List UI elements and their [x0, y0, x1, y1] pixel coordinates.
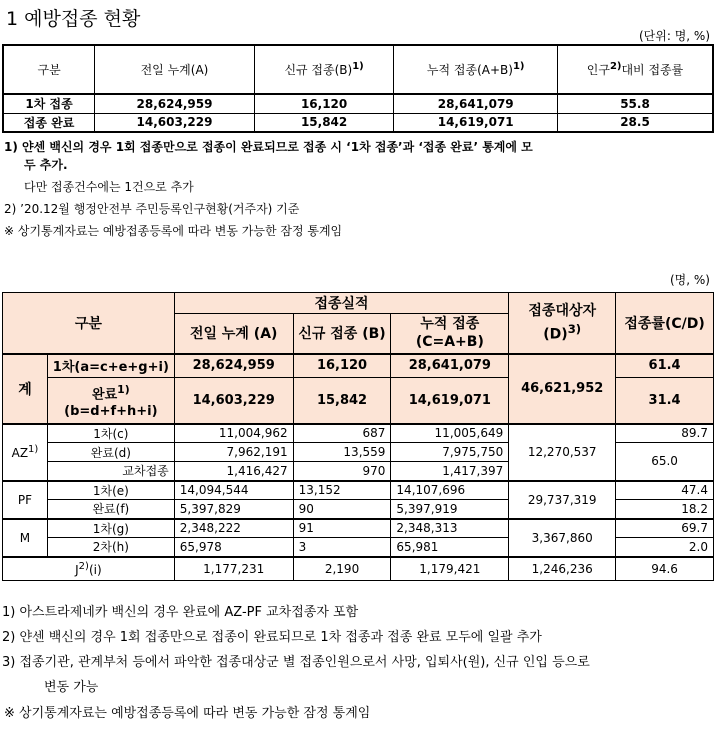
table-row: 계 1차(a=c+e+g+i) 28,624,959 16,120 28,641,079 46,621,952 61.4 [3, 354, 714, 378]
note-2: 2) ’20.12월 행정안전부 주민등록인구현황(거주자) 기준 [4, 202, 300, 216]
header-gubun: 구분 [3, 45, 95, 94]
table-row: M 1차(g) 2,348,222 91 2,348,313 3,367,860 69.7 [3, 519, 714, 538]
note-1-cont: 두 추가. [24, 158, 68, 172]
section-title: 1 예방접종 현황 [6, 8, 141, 30]
summary-table [2, 44, 714, 133]
table-row: PF 1차(e) 14,094,544 13,152 14,107,696 29,737,319 47.4 [3, 481, 714, 500]
unit-label-2: (명, %) [670, 273, 710, 287]
note-1: 1) 얀센 백신의 경우 1회 접종만으로 접종이 완료되므로 접종 시 ‘1차 접종’과 ‘접종 완료’ 통계에 모 [4, 140, 533, 154]
detail-table [2, 292, 714, 581]
header-rate: 접종률(C/D) [616, 293, 714, 354]
table-row: 교차접종 1,416,427 970 1,417,397 [3, 462, 714, 481]
header-gubun: 구분 [3, 293, 175, 354]
table-row: 접종 완료 14,603,229 15,842 14,619,071 28.5 [3, 113, 713, 132]
header-performance: 접종실적 [174, 293, 508, 314]
table-row: 2차(h) 65,978 3 65,981 2.0 [3, 538, 714, 557]
footnote-1: 1) 아스트라제네카 백신의 경우 완료에 AZ-PF 교차접종자 포함 [2, 605, 359, 620]
header-new: 신규 접종 (B) [293, 314, 391, 354]
table-row: AZ$^{1)}$ 1차(c) 11,004,962 687 11,005,649 12,270,537 89.7 [3, 424, 714, 443]
header-rate: 인구$^{2)}$대비 접종률 [586, 61, 684, 77]
footnote-4: ※ 상기통계자료는 예방접종등록에 따라 변동 가능한 잠정 통계임 [4, 706, 371, 721]
unit-label-1: (단위: 명, %) [638, 29, 710, 43]
table-row: 완료(d) 7,962,191 13,559 7,975,750 65.0 [3, 443, 714, 462]
header-cum: 누적 접종$(A+B)^{1)}$ [394, 45, 558, 94]
footnote-3-cont: 변동 가능 [44, 680, 99, 695]
table-row: 완료(f) 5,397,829 90 5,397,919 18.2 [3, 500, 714, 519]
footnote-3: 3) 접종기관, 관계부처 등에서 파악한 접종대상군 별 접종인원으로서 사망, 입퇴사(원), 신규 인입 등으로 [2, 655, 590, 670]
header-prev: 전일 누계(A) [95, 45, 255, 94]
header-new: 신규 접종$(B)^{1)}$ [254, 45, 394, 94]
table-row: 1차 접종 28,624,959 16,120 28,641,079 55.8 [3, 94, 713, 113]
note-3: ※ 상기통계자료는 예방접종등록에 따라 변동 가능한 잠정 통계임 [4, 224, 343, 238]
note-1-sub: 다만 접종건수에는 1건으로 추가 [24, 180, 194, 194]
table-row: 완료$^{1)}$ (b=d+f+h+i) 14,603,229 15,842 14,619,071 31.4 [3, 378, 714, 424]
table-row: $J^{2)}(i)$ 1,177,231 2,190 1,179,421 1,246,236 94.6 [3, 557, 714, 581]
header-prev: 전일 누계 (A) [174, 314, 293, 354]
header-cum: 누적 접종 (C=A+B) [391, 314, 509, 354]
footnote-2: 2) 얀센 백신의 경우 1회 접종만으로 접종이 완료되므로 1차 접종과 접종 완료 모두에 일괄 추가 [2, 630, 542, 645]
header-target: 접종대상자 $(D)^{3)}$ [509, 293, 616, 354]
